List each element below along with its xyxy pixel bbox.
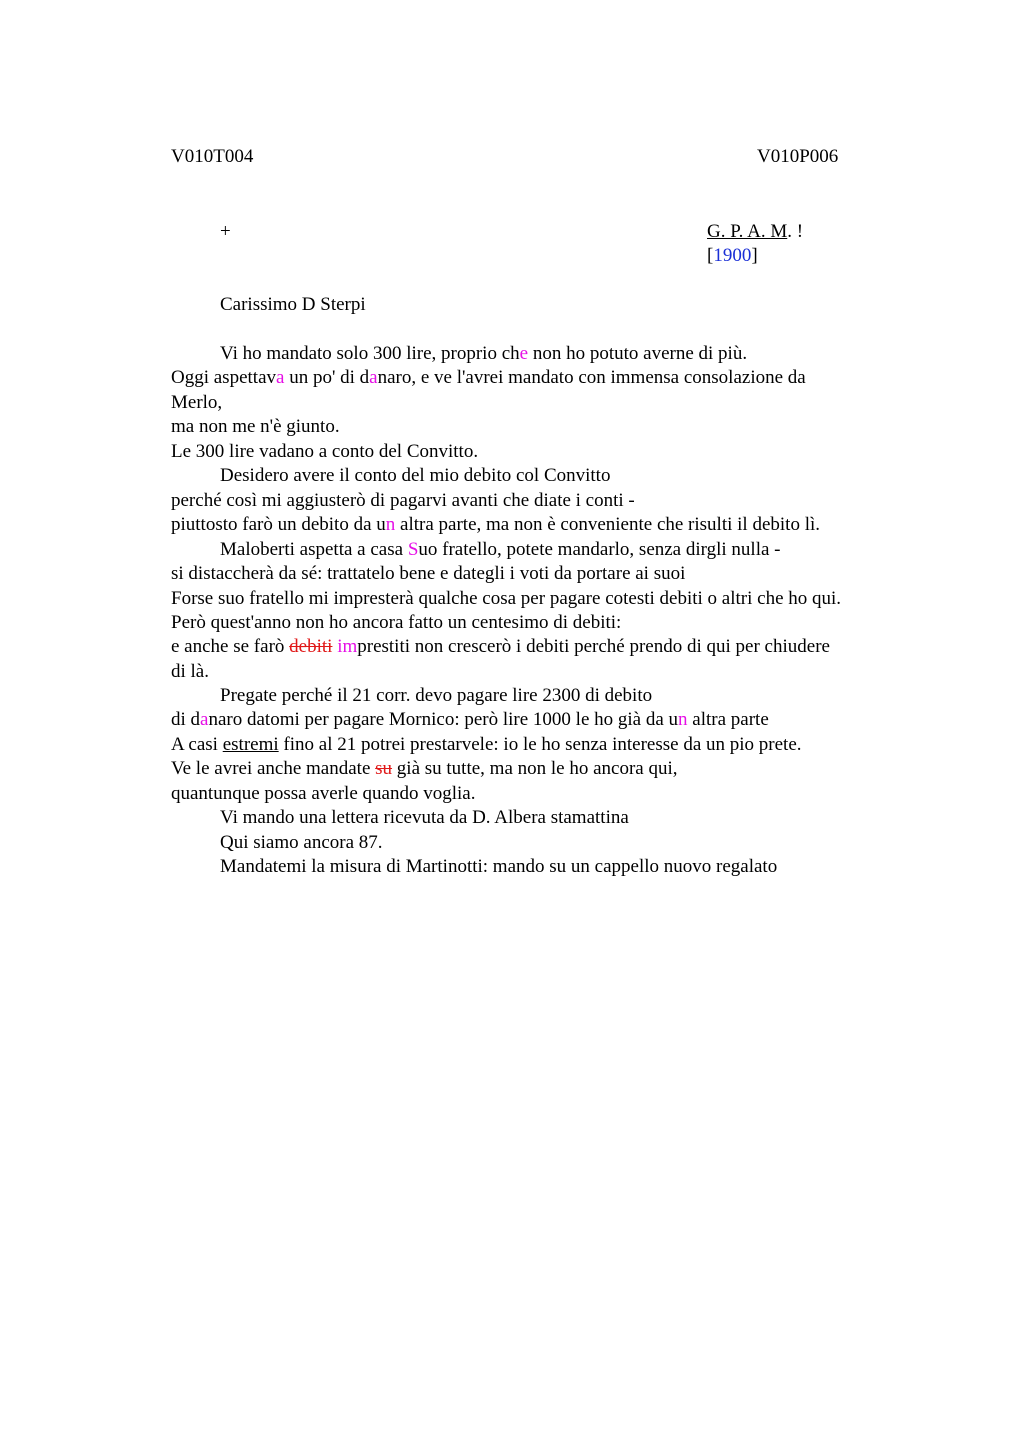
date-bracket-close: ] — [751, 245, 758, 266]
correction-text: n — [678, 709, 688, 730]
letter-line-4: ma non me n'è giunto. — [171, 416, 340, 437]
letter-date — [707, 245, 758, 267]
document-code-left: V010T004 — [171, 146, 254, 167]
letter-line-13 — [171, 635, 830, 659]
correction-text: a — [276, 367, 285, 388]
line-text: naro datomi per pagare Mornico: però lire 1000 le ho già da u — [208, 709, 679, 730]
correction-text: a — [200, 709, 209, 730]
correction-text: n — [385, 514, 396, 535]
letter-line-21: Qui siamo ancora 87. — [220, 832, 383, 853]
letter-line-15: Pregate perché il 21 corr. devo pagare lire 2300 di debito — [220, 685, 653, 706]
letter-line-7: perché così mi aggiusterò di pagarvi avanti che diate i conti - — [171, 490, 635, 511]
correction-text: im — [337, 636, 358, 657]
line-text: uo fratello, potete mandarlo, senza dirgli nulla - — [418, 539, 781, 560]
correction-text: a — [369, 367, 378, 388]
letter-line-20: Vi mando una lettera ricevuta da D. Albera stamattina — [220, 807, 629, 828]
line-text: Vi ho mandato solo 300 lire, proprio ch — [220, 343, 520, 364]
letter-line-22: Mandatemi la misura di Martinotti: mando su un cappello nuovo regalato — [220, 856, 778, 877]
line-text: piuttosto farò un debito da u — [171, 514, 386, 535]
letter-line-2 — [171, 366, 806, 390]
line-text: già su tutte, ma non le ho ancora qui, — [392, 758, 678, 779]
date-year: 1900 — [713, 245, 752, 266]
date-bracket-open: [ — [707, 245, 714, 266]
letter-line-18 — [171, 757, 678, 781]
gpam-text: G. P. A. M — [707, 221, 788, 242]
line-text: e anche se farò — [171, 636, 290, 657]
letter-line-11: Forse suo fratello mi impresterà qualche cosa per pagare cotesti debiti o altri che ho qui. — [171, 588, 842, 609]
line-text: naro, e ve l'avrei mandato con immensa consolazione da — [377, 367, 806, 388]
letter-line-9 — [220, 538, 781, 562]
line-text: non ho potuto averne di più. — [528, 343, 748, 364]
line-text: un po' di d — [284, 367, 370, 388]
line-text: Maloberti aspetta a casa — [220, 539, 408, 560]
line-text: Oggi aspettav — [171, 367, 277, 388]
letter-line-10: si distaccherà da sé: trattatelo bene e dategli i voti da portare ai suoi — [171, 563, 686, 584]
line-text: altra parte — [687, 709, 769, 730]
letter-line-5: Le 300 lire vadano a conto del Convitto. — [171, 441, 479, 462]
gpam-suffix: . ! — [787, 221, 804, 242]
letter-line-17 — [171, 733, 802, 757]
line-text: di d — [171, 709, 201, 730]
gpam-invocation — [707, 221, 803, 243]
underlined-text: estremi — [222, 734, 279, 755]
line-text: prestiti non crescerò i debiti perché prendo di qui per chiudere — [357, 636, 830, 657]
line-text: altra parte, ma non è conveniente che risulti il debito lì. — [395, 514, 820, 535]
letter-line-14: di là. — [171, 661, 209, 682]
page-code-right: V010P006 — [757, 146, 839, 167]
correction-text: S — [407, 539, 419, 560]
correction-text: e — [519, 343, 529, 364]
line-text: fino al 21 potrei prestarvele: io le ho senza interesse da un pio prete. — [278, 734, 802, 755]
letter-line-8 — [171, 513, 820, 537]
letter-line-19: quantunque possa averle quando voglia. — [171, 783, 476, 804]
letter-line-6: Desidero avere il conto del mio debito col Convitto — [220, 465, 611, 486]
salutation: Carissimo D Sterpi — [220, 294, 366, 315]
deleted-text: debiti — [289, 636, 333, 657]
line-text: A casi — [171, 734, 223, 755]
line-text: Ve le avrei anche mandate — [171, 758, 376, 779]
letter-line-16 — [171, 708, 769, 732]
letter-line-3: Merlo, — [171, 392, 223, 413]
deleted-text: su — [375, 758, 393, 779]
letter-line-12: Però quest'anno non ho ancora fatto un centesimo di debiti: — [171, 612, 622, 633]
cross-symbol: + — [220, 221, 231, 242]
letter-line-1 — [220, 342, 747, 366]
